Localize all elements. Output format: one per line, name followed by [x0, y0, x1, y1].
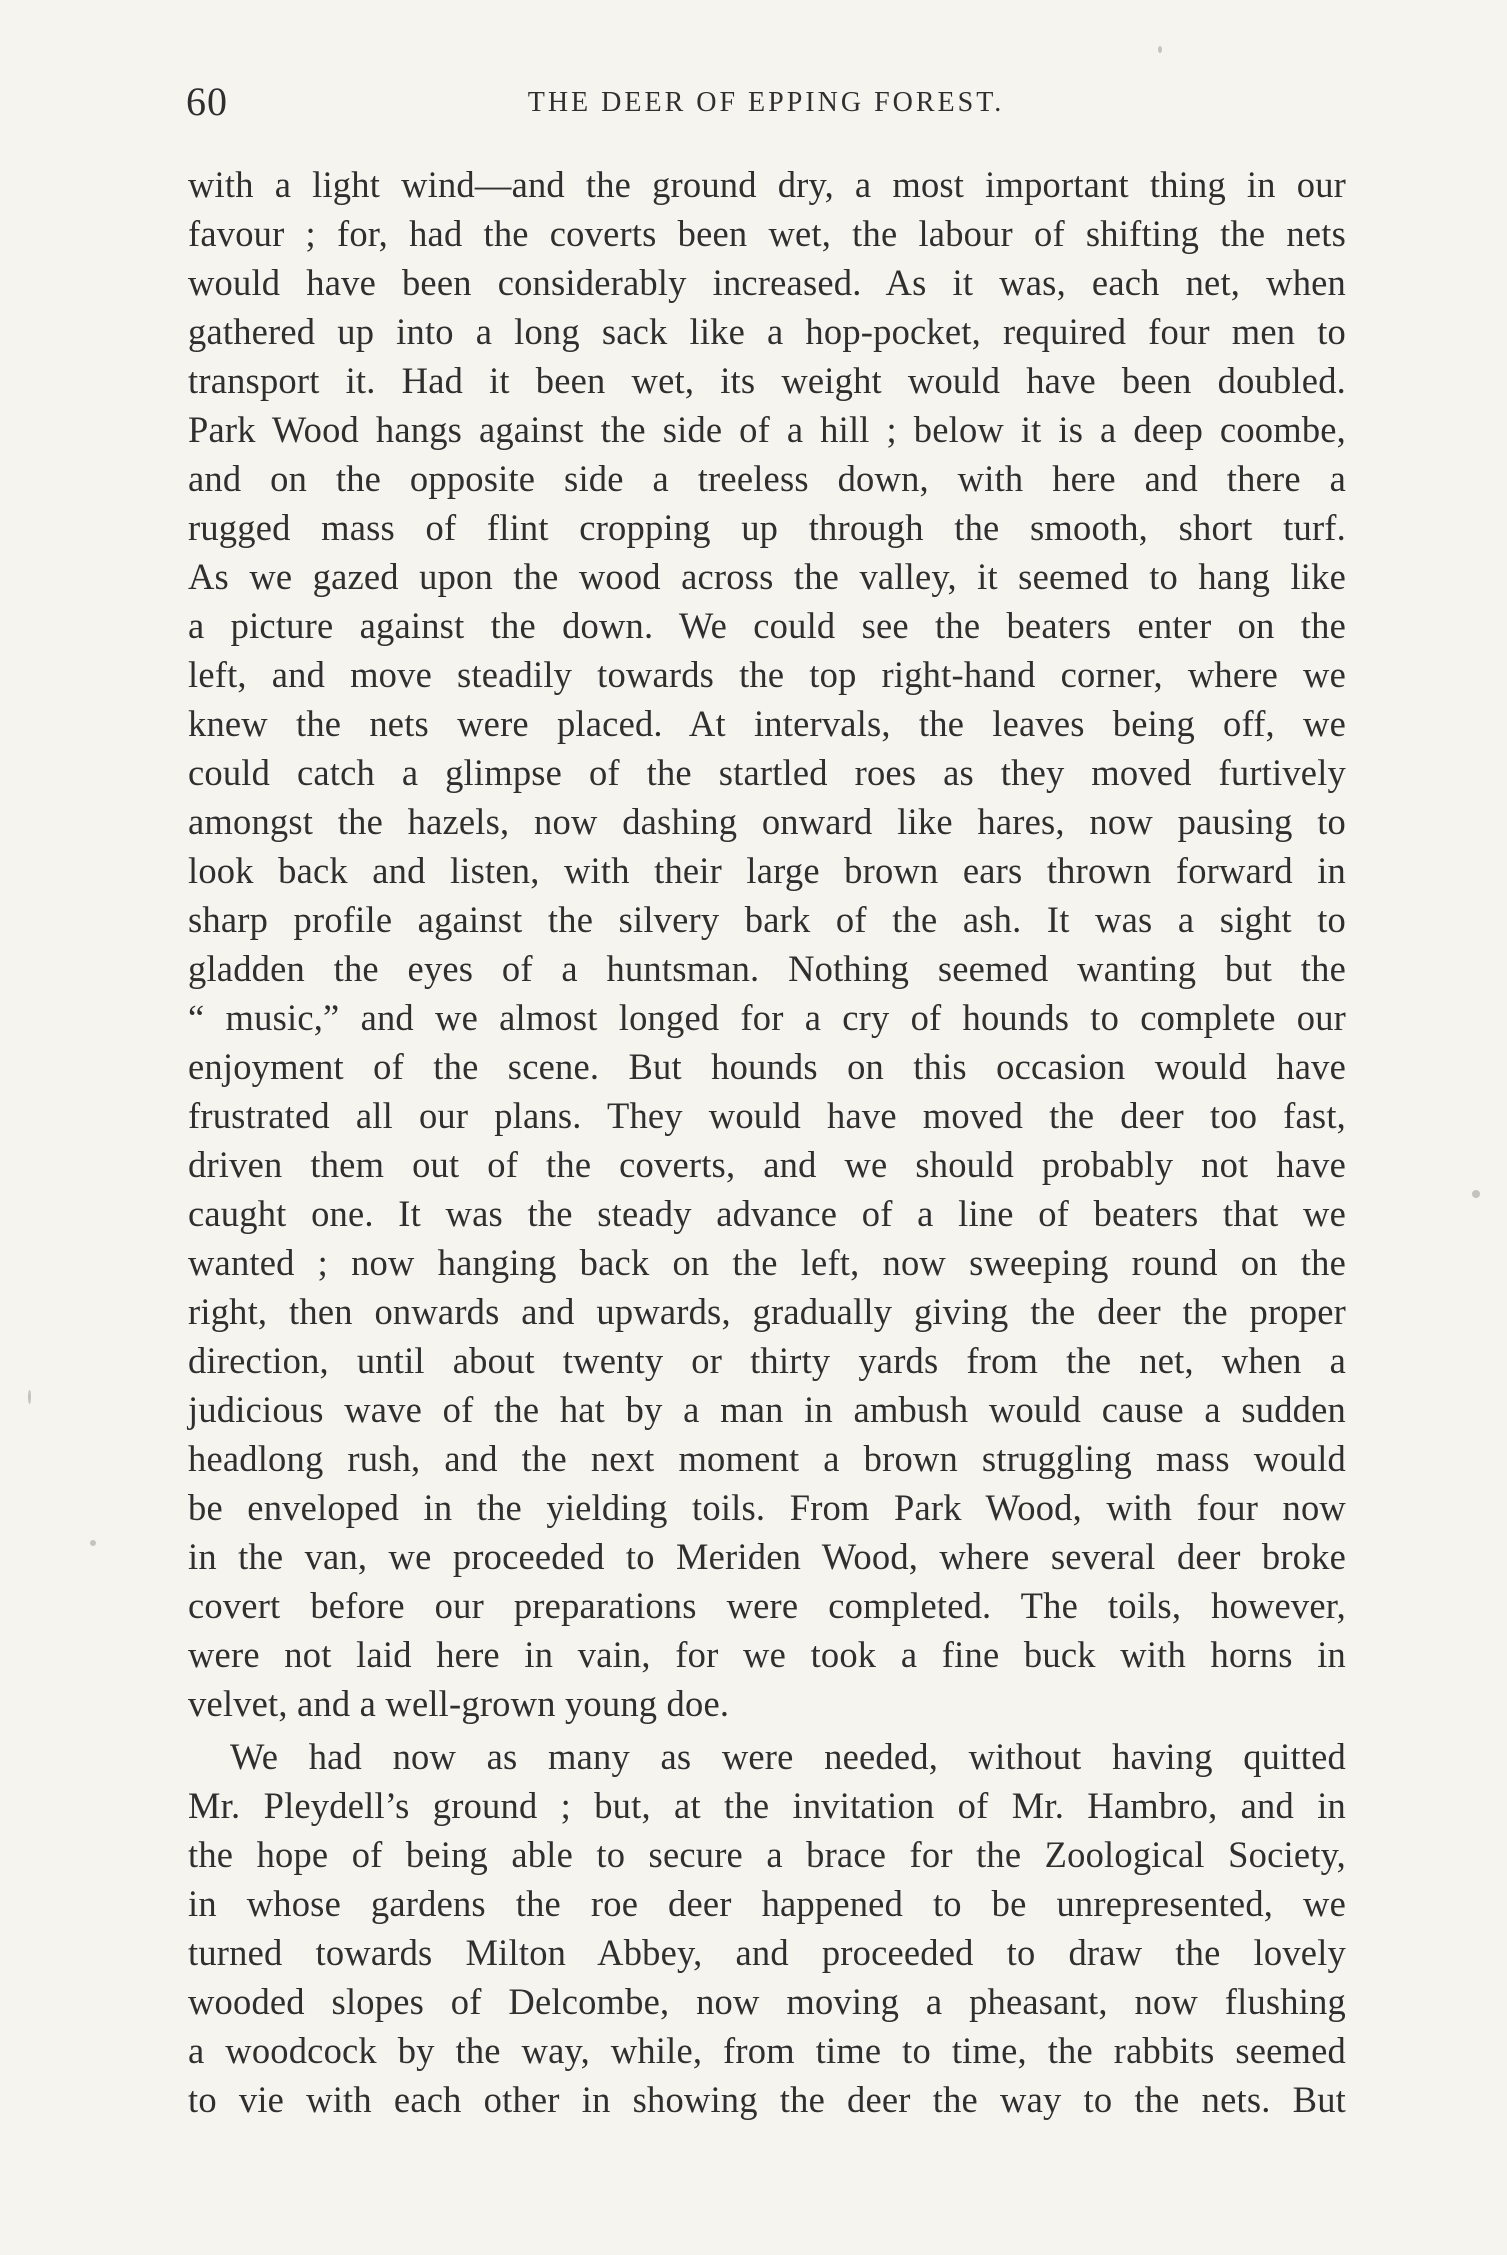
text-line: rugged mass of flint cropping up through the smooth, short turf. — [188, 507, 1346, 548]
text-line: a woodcock by the way, while, from time to time, the rabbits seemed — [188, 2030, 1346, 2071]
body-text — [188, 160, 1346, 2124]
text-line: would have been considerably increased. As it was, each net, when — [188, 262, 1346, 303]
text-line: could catch a glimpse of the startled roes as they moved furtively — [188, 752, 1346, 793]
text-line: and on the opposite side a treeless down, with here and there a — [188, 458, 1346, 499]
text-line: look back and listen, with their large brown ears thrown forward in — [188, 850, 1346, 891]
text-line: were not laid here in vain, for we took a fine buck with horns in — [188, 1634, 1346, 1675]
text-line: gathered up into a long sack like a hop-pocket, required four men to — [188, 311, 1346, 352]
text-line: in whose gardens the roe deer happened to be unrepresented, we — [188, 1883, 1346, 1924]
paper-speck — [28, 1390, 31, 1404]
paper-speck — [1158, 46, 1162, 53]
text-line: transport it. Had it been wet, its weight would have been doubled. — [188, 360, 1346, 401]
text-line: caught one. It was the steady advance of a line of beaters that we — [188, 1193, 1346, 1234]
text-line: We had now as many as were needed, without having quitted — [230, 1736, 1346, 1777]
text-line: a picture against the down. We could see the beaters enter on the — [188, 605, 1346, 646]
text-line: sharp profile against the silvery bark of the ash. It was a sight to — [188, 899, 1346, 940]
text-line: enjoyment of the scene. But hounds on this occasion would have — [188, 1046, 1346, 1087]
text-line: driven them out of the coverts, and we should probably not have — [188, 1144, 1346, 1185]
text-line: amongst the hazels, now dashing onward like hares, now pausing to — [188, 801, 1346, 842]
text-line: As we gazed upon the wood across the valley, it seemed to hang like — [188, 556, 1346, 597]
text-line: turned towards Milton Abbey, and proceeded to draw the lovely — [188, 1932, 1346, 1973]
page-header — [186, 72, 1346, 132]
text-line: wanted ; now hanging back on the left, now sweeping round on the — [188, 1242, 1346, 1283]
text-line: “ music,” and we almost longed for a cry of hounds to complete our — [188, 997, 1346, 1038]
paper-speck — [90, 1540, 96, 1546]
text-line: Park Wood hangs against the side of a hill ; below it is a deep coombe, — [188, 409, 1346, 450]
text-line: be enveloped in the yielding toils. From Park Wood, with four now — [188, 1487, 1346, 1528]
paragraph-1 — [188, 160, 1346, 1728]
text-line: direction, until about twenty or thirty yards from the net, when a — [188, 1340, 1346, 1381]
text-line: headlong rush, and the next moment a brown struggling mass would — [188, 1438, 1346, 1479]
paper-speck — [1472, 1190, 1480, 1198]
text-line: wooded slopes of Delcombe, now moving a pheasant, now flushing — [188, 1981, 1346, 2022]
text-line: in the van, we proceeded to Meriden Wood, where several deer broke — [188, 1536, 1346, 1577]
text-line: frustrated all our plans. They would have moved the deer too fast, — [188, 1095, 1346, 1136]
text-line: favour ; for, had the coverts been wet, the labour of shifting the nets — [188, 213, 1346, 254]
text-line: right, then onwards and upwards, gradually giving the deer the proper — [188, 1291, 1346, 1332]
paragraph-2 — [188, 1732, 1346, 2124]
page-number: 60 — [186, 79, 228, 124]
text-line: to vie with each other in showing the deer the way to the nets. But — [188, 2079, 1346, 2120]
running-title: THE DEER OF EPPING FOREST. — [527, 87, 1005, 118]
text-line: gladden the eyes of a huntsman. Nothing seemed wanting but the — [188, 948, 1346, 989]
text-line: knew the nets were placed. At intervals, the leaves being off, we — [188, 703, 1346, 744]
text-line: covert before our preparations were completed. The toils, however, — [188, 1585, 1346, 1626]
text-line: left, and move steadily towards the top right-hand corner, where we — [188, 654, 1346, 695]
text-line: with a light wind—and the ground dry, a most important thing in our — [188, 164, 1346, 205]
text-line: Mr. Pleydell’s ground ; but, at the invitation of Mr. Hambro, and in — [188, 1785, 1346, 1826]
text-line: the hope of being able to secure a brace for the Zoological Society, — [188, 1834, 1346, 1875]
text-line: judicious wave of the hat by a man in ambush would cause a sudden — [188, 1389, 1346, 1430]
text-line: velvet, and a well-grown young doe. — [188, 1683, 730, 1724]
